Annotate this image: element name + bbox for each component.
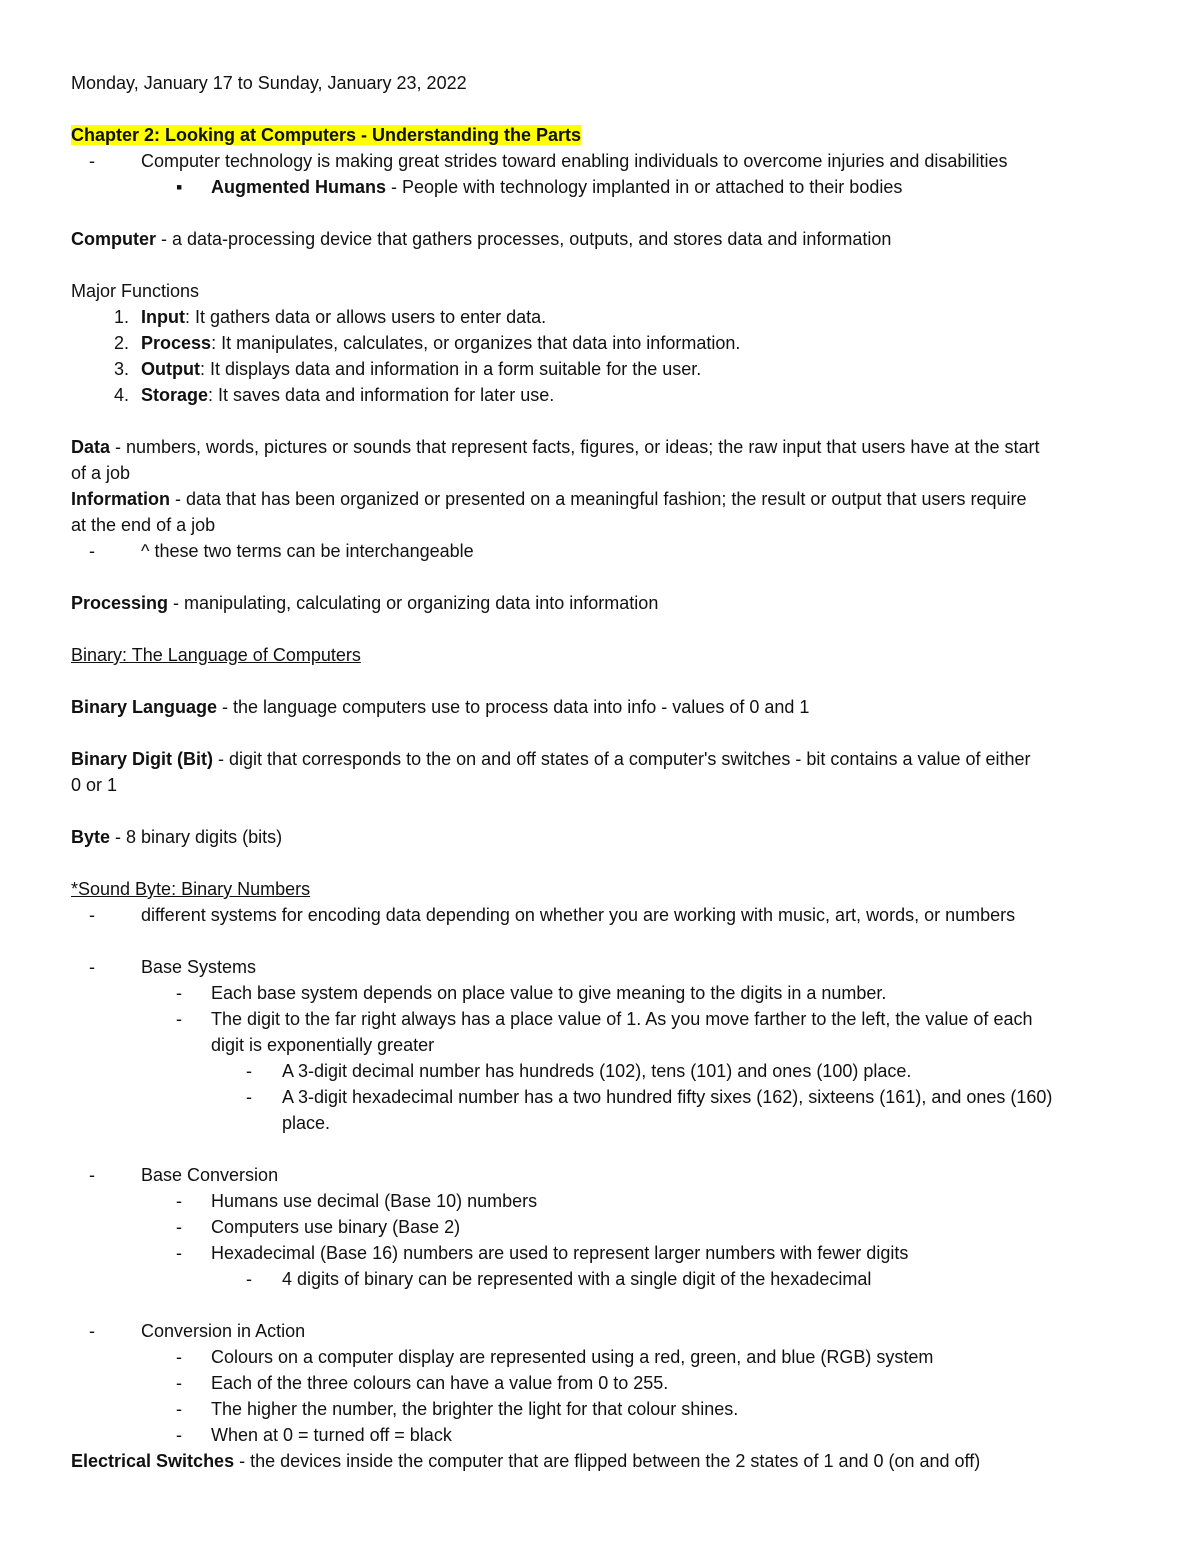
definition: : It gathers data or allows users to enter data. xyxy=(184,307,547,327)
term-information: Information xyxy=(71,489,170,509)
list-item xyxy=(71,174,1133,200)
dash-bullet: - xyxy=(246,1269,252,1289)
list-item: - When at 0 = turned off = black xyxy=(71,1422,1133,1448)
definition: - 8 binary digits (bits) xyxy=(110,827,283,847)
processing-definition xyxy=(71,590,1133,616)
term-storage: Storage xyxy=(141,385,209,405)
list-item xyxy=(71,954,1133,980)
dash-bullet: - xyxy=(176,1243,182,1263)
term-computer: Computer xyxy=(71,229,156,249)
definition: : It manipulates, calculates, or organizes that data into information. xyxy=(211,333,741,353)
definition: : It displays data and information in a form suitable for the user. xyxy=(199,359,702,379)
term-electrical-switches: Electrical Switches xyxy=(71,1451,235,1471)
term-byte: Byte xyxy=(71,827,111,847)
data-definition xyxy=(71,434,1133,460)
list-item xyxy=(71,1318,1133,1344)
base-conversion-label: Base Conversion xyxy=(141,1165,279,1185)
dash-bullet: - xyxy=(176,1425,182,1445)
dash-bullet: - xyxy=(89,1321,95,1341)
term-binary-digit: Binary Digit (Bit) xyxy=(71,749,213,769)
list-number: 2. xyxy=(113,333,129,353)
dash-bullet: - xyxy=(176,1217,182,1237)
definition: : It saves data and information for later use. xyxy=(208,385,555,405)
list-item: - A 3-digit hexadecimal number has a two hundred fifty sixes (162), sixteens (161), and ones (160) xyxy=(71,1084,1133,1110)
list-item xyxy=(71,356,1133,382)
list-item: - Humans use decimal (Base 10) numbers xyxy=(71,1188,1133,1214)
list-item: - Hexadecimal (Base 16) numbers are used to represent larger numbers with fewer digits xyxy=(71,1240,1133,1266)
definition: - a data-processing device that gathers processes, outputs, and stores data and information xyxy=(156,229,892,249)
definition: - data that has been organized or presented on a meaningful fashion; the result or output that users require xyxy=(170,489,1027,509)
dash-bullet: - xyxy=(89,905,95,925)
list-item: - Computers use binary (Base 2) xyxy=(71,1214,1133,1240)
term-binary-language: Binary Language xyxy=(71,697,218,717)
list-item: - Each base system depends on place value to give meaning to the digits in a number. xyxy=(71,980,1133,1006)
chapter-bullet-text: Computer technology is making great strides toward enabling individuals to overcome injuries and disabilities xyxy=(141,151,1008,171)
term-augmented-humans: Augmented Humans xyxy=(211,177,387,197)
list-item xyxy=(71,902,1133,928)
sound-byte-heading: *Sound Byte: Binary Numbers xyxy=(71,879,311,899)
chapter-title-text: Chapter 2: Looking at Computers - Understanding the Parts xyxy=(71,125,582,145)
dash-bullet: - xyxy=(176,983,182,1003)
list-item: - The digit to the far right always has a place value of 1. As you move farther to the left, the value of each xyxy=(71,1006,1133,1032)
definition: - the language computers use to process data into info - values of 0 and 1 xyxy=(217,697,810,717)
dash-bullet: - xyxy=(246,1061,252,1081)
dash-bullet: - xyxy=(89,541,95,561)
term-input: Input xyxy=(141,307,185,327)
chapter-title xyxy=(71,122,1133,148)
dash-bullet: - xyxy=(246,1087,252,1107)
data-definition-cont: of a job xyxy=(71,463,131,483)
list-item xyxy=(71,382,1133,408)
document-page xyxy=(71,70,1133,1474)
dash-bullet: - xyxy=(89,957,95,977)
binary-heading: Binary: The Language of Computers xyxy=(71,645,361,665)
dash-bullet: - xyxy=(176,1399,182,1419)
list-item xyxy=(71,1162,1133,1188)
binary-digit-definition xyxy=(71,746,1133,772)
list-item: - Each of the three colours can have a value from 0 to 255. xyxy=(71,1370,1133,1396)
square-bullet: ▪ xyxy=(176,177,183,197)
definition: - manipulating, calculating or organizing data into information xyxy=(168,593,659,613)
term-output: Output xyxy=(141,359,200,379)
definition: - People with technology implanted in or attached to their bodies xyxy=(386,177,903,197)
encoding-intro: different systems for encoding data depending on whether you are working with music, art, words, or numbers xyxy=(141,905,1016,925)
term-process: Process xyxy=(141,333,212,353)
definition: - digit that corresponds to the on and off states of a computer's switches - bit contains a value of either xyxy=(213,749,1031,769)
definition: - the devices inside the computer that are flipped between the 2 states of 1 and 0 (on and off) xyxy=(234,1451,981,1471)
information-definition-cont: at the end of a job xyxy=(71,515,216,535)
interchangeable-note: ^ these two terms can be interchangeable xyxy=(141,541,474,561)
dash-bullet: - xyxy=(89,151,95,171)
list-item: - The higher the number, the brighter the light for that colour shines. xyxy=(71,1396,1133,1422)
list-number: 4. xyxy=(113,385,129,405)
binary-digit-definition-cont: 0 or 1 xyxy=(71,775,118,795)
electrical-switches-definition xyxy=(71,1448,1133,1474)
list-item xyxy=(71,304,1133,330)
dash-bullet: - xyxy=(176,1191,182,1211)
dash-bullet: - xyxy=(89,1165,95,1185)
list-item: - Colours on a computer display are represented using a red, green, and blue (RGB) system xyxy=(71,1344,1133,1370)
list-item: - A 3-digit decimal number has hundreds (102), tens (101) and ones (100) place. xyxy=(71,1058,1133,1084)
date-line: Monday, January 17 to Sunday, January 23, 2022 xyxy=(71,73,467,93)
byte-definition xyxy=(71,824,1133,850)
definition: - numbers, words, pictures or sounds that represent facts, figures, or ideas; the raw input that users have at the start xyxy=(110,437,1040,457)
dash-bullet: - xyxy=(176,1009,182,1029)
list-item-cont: digit is exponentially greater xyxy=(211,1035,435,1055)
list-item-cont: place. xyxy=(282,1113,331,1133)
conversion-action-label: Conversion in Action xyxy=(141,1321,306,1341)
binary-language-definition xyxy=(71,694,1133,720)
list-number: 3. xyxy=(113,359,129,379)
term-data: Data xyxy=(71,437,111,457)
dash-bullet: - xyxy=(176,1347,182,1367)
list-item xyxy=(71,330,1133,356)
list-number: 1. xyxy=(113,307,129,327)
information-definition xyxy=(71,486,1133,512)
list-item: - 4 digits of binary can be represented with a single digit of the hexadecimal xyxy=(71,1266,1133,1292)
computer-definition xyxy=(71,226,1133,252)
dash-bullet: - xyxy=(176,1373,182,1393)
functions-heading: Major Functions xyxy=(71,281,200,301)
term-processing: Processing xyxy=(71,593,169,613)
base-systems-label: Base Systems xyxy=(141,957,257,977)
list-item xyxy=(71,538,1133,564)
list-item xyxy=(71,148,1133,174)
